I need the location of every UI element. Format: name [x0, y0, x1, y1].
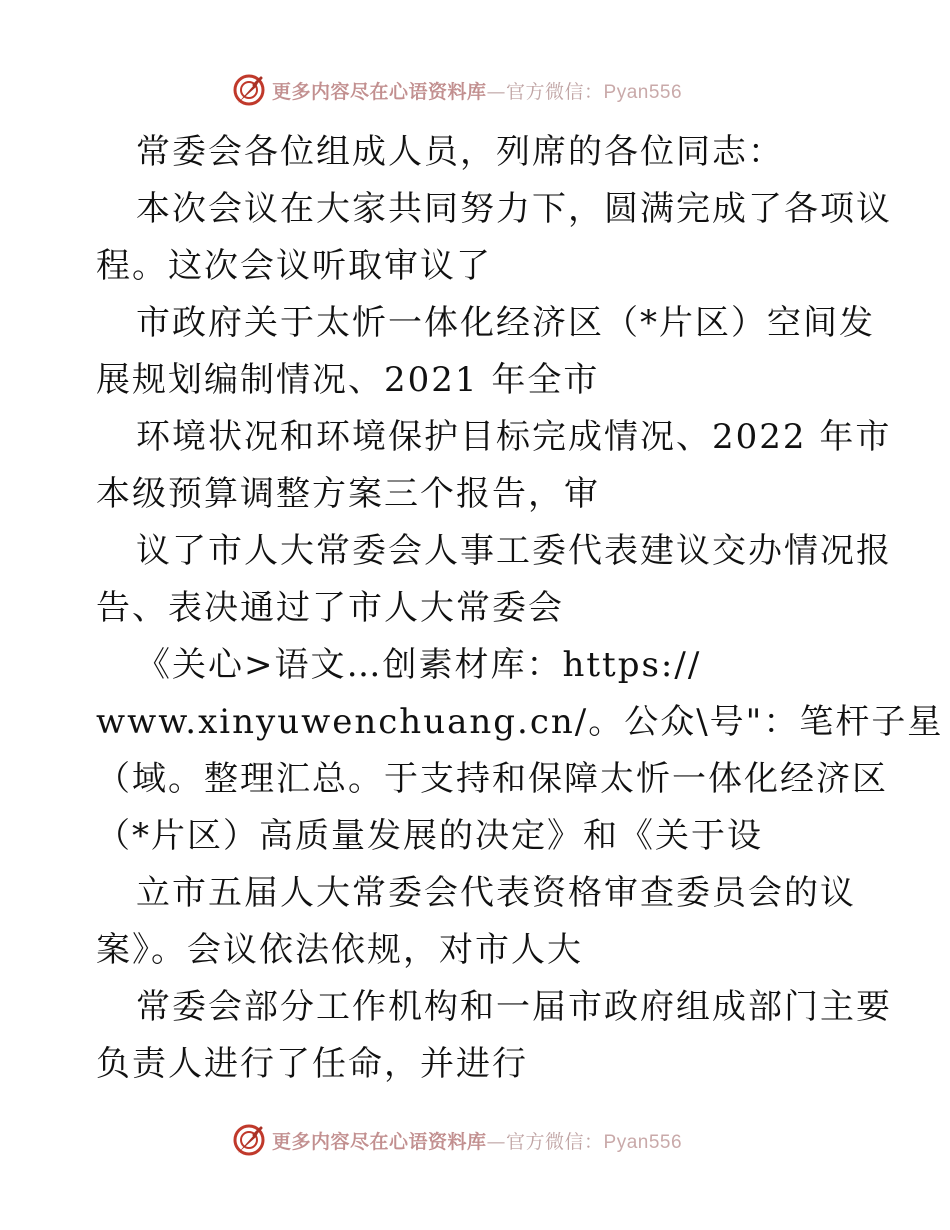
body-line: 环境状况和环境保护目标完成情况、2022 年市: [136, 417, 892, 457]
body-line: 常委会各位组成人员，列席的各位同志：: [136, 132, 784, 172]
document-body: [96, 124, 944, 1093]
body-line: 本级预算调整方案三个报告，审: [96, 474, 600, 514]
footer-wechat-id: Pyan556: [603, 1131, 683, 1153]
header-dash: —: [486, 80, 507, 103]
body-line: 展规划编制情况、2021 年全市: [96, 360, 600, 400]
body-line: 常委会部分工作机构和一届市政府组成部门主要: [136, 987, 892, 1027]
body-line: （*片区）高质量发展的决定》和《关于设: [96, 816, 763, 856]
body-line: 负责人进行了任命，并进行: [96, 1044, 528, 1084]
body-line: 立市五届人大常委会代表资格审查委员会的议: [136, 873, 856, 913]
body-line: 案》。会议依法依规，对市人大: [96, 930, 583, 970]
body-line: （域。整理汇总。于支持和保障太忻一体化经济区: [96, 759, 888, 799]
footer-text: [272, 1127, 682, 1154]
footer-wechat-label: 官方微信：: [506, 1130, 604, 1153]
body-line: 告、表决通过了市人大常委会: [96, 588, 564, 628]
body-line: 议了市人大常委会人事工委代表建议交办情况报: [136, 531, 892, 571]
body-line: 市政府关于太忻一体化经济区（*片区）空间发: [136, 303, 875, 343]
pen-logo-icon: [232, 1123, 266, 1157]
pen-logo-icon: [232, 73, 266, 107]
body-line: 程。这次会议听取审议了: [96, 246, 492, 286]
header-wechat-id: Pyan556: [603, 81, 683, 103]
header-banner: [232, 72, 752, 108]
header-text: [272, 77, 682, 104]
header-brand: 更多内容尽在心语资料库: [272, 80, 487, 103]
footer-brand: 更多内容尽在心语资料库: [272, 1130, 487, 1153]
header-wechat-label: 官方微信：: [506, 80, 604, 103]
body-line: 本次会议在大家共同努力下，圆满完成了各项议: [136, 189, 892, 229]
body-line: www.xinyuwenchuang.cn/。公众\号"：笔杆子星: [96, 702, 944, 742]
footer-banner: [232, 1122, 752, 1158]
footer-dash: —: [486, 1130, 507, 1153]
body-line: 《关心>语文…创素材库：https://: [136, 645, 702, 685]
